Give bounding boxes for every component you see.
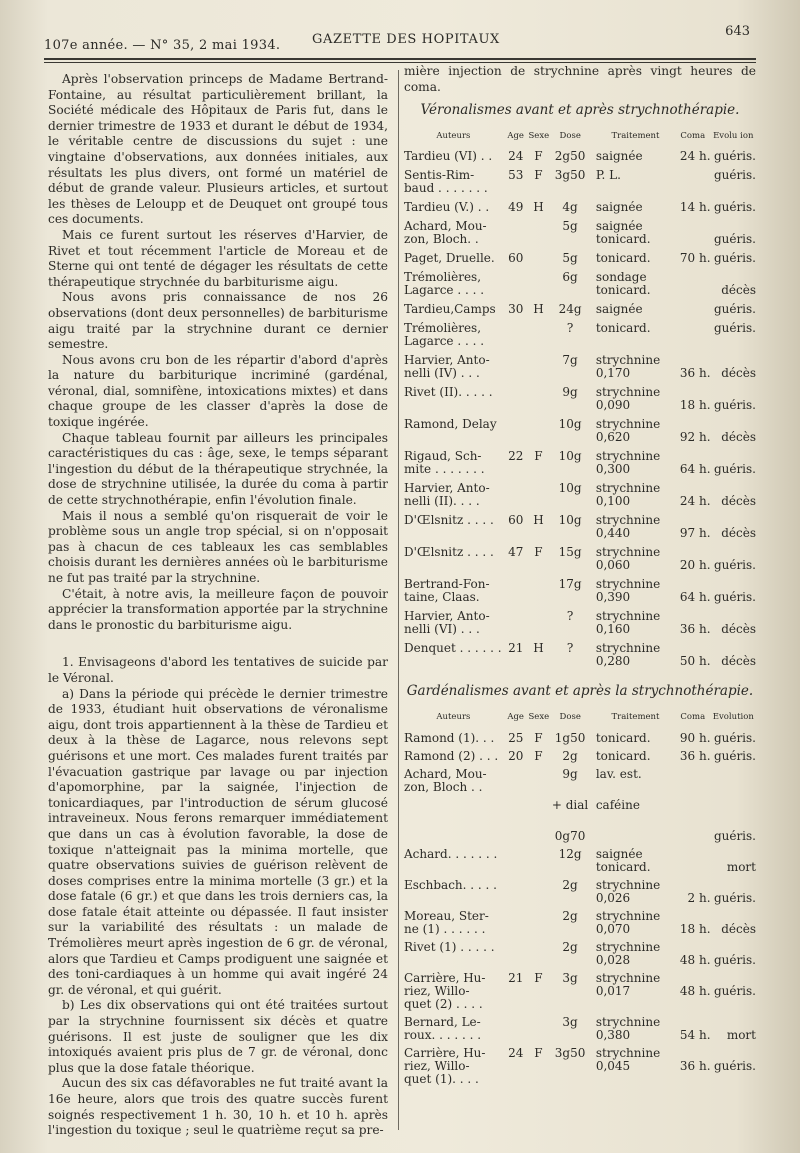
table-row (404, 482, 756, 508)
cell-coma: 70 h. (679, 251, 711, 266)
cell-sexe: H (533, 513, 544, 528)
cell-dose: 3g (562, 970, 578, 985)
cell-auteur: Sentis-Rim- baud . . . . . . . (404, 168, 488, 196)
cell-evolution: décès (721, 366, 756, 381)
cell-auteur: Denquet . . . . . . (404, 641, 502, 656)
cell-sexe: F (534, 1045, 543, 1060)
left-column (48, 72, 388, 1139)
paragraph: Mais il nous a semblé qu'on risquerait de voir le problème sous un angle trop spécial, si on n'opposait pas à chacun de ces tableaux les cas semblables choisis durant les dernières années où le barbiturisme ne fut pas traité par la strychnine. (48, 508, 388, 585)
cell-coma (675, 169, 711, 195)
cell-sexe (529, 252, 549, 265)
cell-auteur: Carrière, Hu- riez, Willo- quet (1). . . . (404, 1045, 486, 1086)
cell-traitement: lav. est. (595, 766, 642, 781)
cell-dose: ? (566, 641, 574, 656)
table-row (404, 271, 756, 297)
table-row (404, 848, 756, 874)
paragraph: Aucun des six cas défavorables ne fut traité avant la 16e heure, alors que trois des quatre succès furent soignés respectivement 1 h. 30, 10 h. et 10 h. après l'ingestion du toxique ; seul le quatrième reçut sa pre- (48, 1076, 388, 1138)
cell-traitement: strychnine 0,070 (595, 908, 661, 936)
cell-age (503, 799, 529, 825)
cell-traitement: tonicard. (595, 251, 651, 266)
page-header (44, 24, 756, 56)
cell-dose: 2g (562, 748, 578, 763)
table-row (404, 201, 756, 214)
cell-evolution: décès (721, 526, 756, 541)
cell-coma: 48 h. (679, 983, 711, 998)
cell-age (503, 386, 529, 412)
cell-traitement: strychnine 0,390 (595, 577, 661, 605)
cell-coma: 2 h. (687, 890, 711, 905)
cell-age: 60 (508, 251, 524, 266)
table-veronal-body (404, 150, 756, 668)
cell-evolution: mort (726, 859, 756, 874)
table-row (404, 578, 756, 604)
table-gardenal-header (404, 710, 756, 726)
cell-age: 21 (508, 970, 524, 985)
cell-coma (675, 303, 711, 316)
cell-evolution: décès (721, 430, 756, 445)
cell-age: 53 (508, 168, 524, 183)
table-row (404, 450, 756, 476)
table-row (404, 1047, 756, 1086)
cell-coma: 92 h. (679, 430, 711, 445)
cell-auteur: Ramond, Delay (404, 417, 497, 432)
cell-sexe (529, 386, 549, 412)
cell-dose: 7g (562, 353, 578, 368)
page-number: 643 (725, 24, 750, 39)
table-row (404, 514, 756, 540)
paragraph: a) Dans la période qui précède le dernier trimestre de 1933, étudiant huit observations de véronalisme aigu, dont trois appartiennent à la thèse de Tardieu et deux à la thèse de Lagarce, nous relevons sept guérisons et une mort. Ces malades furent traités par l'évacuation gastrique par lavage ou par injection d'apomorphine, par la saignée, l'injection de tonicardiaques, par l'introduction de sérum glucosé intraveineux. Nous ferons remarquer immédiatement que dans un cas à évolution favorable, la dose de toxique n'atteignait pas la minima mortelle, que quatre observations suivies de guérison relèvent de doses comprises entre la minima mortelle (3 gr.) et la dose fatale (6 gr.) et que dans les trois derniers cas, la dose fatale était atteinte ou dépassée. Il faut insister sur la variabilité des résultats : un malade de Trémolières meurt après ingestion de 6 gr. de véronal, alors que Tardieu et Camps prodiguent une saignée et des toni-cardiaques à un homme qui avait ingéré 24 gr. de véronal, et qui guérit. (48, 686, 388, 997)
cell-coma: 54 h. (679, 1027, 711, 1042)
cell-dose: 5g (562, 251, 578, 266)
cell-auteur: Bertrand-Fon- taine, Claas. (404, 577, 490, 605)
cell-evolution: guéris. (713, 168, 756, 183)
table-row (404, 418, 756, 444)
cell-age: 30 (508, 302, 524, 317)
cell-age: 25 (508, 730, 524, 745)
table-row (404, 546, 756, 572)
cell-auteur: Trémolières, Lagarce . . . . (404, 270, 485, 298)
cell-traitement: strychnine 0,300 (595, 449, 661, 477)
cell-sexe: F (534, 748, 543, 763)
cell-sexe: F (534, 730, 543, 745)
table-row (404, 354, 756, 380)
cell-evolution: décès (721, 494, 756, 509)
cell-auteur: Bernard, Le- roux. . . . . . . (404, 1014, 482, 1042)
cell-traitement: strychnine 0,090 (595, 385, 661, 413)
cell-evolution: guéris. (713, 200, 756, 215)
cell-sexe (529, 578, 549, 604)
col-header-coma: Coma (680, 711, 706, 722)
cell-coma (675, 848, 711, 874)
table-row (404, 799, 756, 825)
cell-dose: 1g50 (554, 730, 586, 745)
cell-sexe (529, 879, 549, 905)
table-row (404, 642, 756, 668)
cell-auteur: Ramond (2) . . . (404, 748, 499, 763)
col-header-auteurs: Auteurs (436, 711, 471, 722)
cell-age (503, 482, 529, 508)
cell-age (503, 418, 529, 444)
cell-auteur: Rigaud, Sch- mite . . . . . . . (404, 449, 485, 477)
cell-coma: 20 h. (679, 558, 711, 573)
cell-age: 47 (508, 545, 524, 560)
journal-title: GAZETTE DES HOPITAUX (312, 32, 500, 47)
cell-sexe (529, 848, 549, 874)
cell-sexe (529, 482, 549, 508)
cell-age (503, 610, 529, 636)
cell-auteur: Harvier, Anto- nelli (VI) . . . (404, 609, 490, 637)
table-row (404, 1016, 756, 1042)
cell-coma: 36 h. (679, 748, 711, 763)
cell-traitement: strychnine 0,280 (595, 641, 661, 669)
cell-traitement: strychnine 0,045 (595, 1045, 661, 1073)
cell-coma (675, 322, 711, 348)
cell-evolution: guéris. (713, 890, 756, 905)
cell-coma: 64 h. (679, 590, 711, 605)
cell-dose: 12g (558, 846, 582, 861)
cell-sexe (529, 322, 549, 348)
cell-sexe (529, 220, 549, 246)
cell-dose: + dial (551, 797, 589, 812)
cell-traitement: caféine (595, 797, 640, 812)
cell-auteur: Carrière, Hu- riez, Willo- quet (2) . . . . (404, 970, 486, 1011)
cell-evolution: guéris. (713, 462, 756, 477)
cell-auteur: Rivet (II). . . . . (404, 385, 493, 400)
cell-age: 20 (508, 748, 524, 763)
table-row (404, 732, 756, 745)
cell-traitement: strychnine 0,380 (595, 1014, 661, 1042)
table-row (404, 150, 756, 163)
table-row (404, 879, 756, 905)
cell-coma: 24 h. (679, 149, 711, 164)
cell-auteur: Rivet (1) . . . . . (404, 939, 495, 954)
cell-age (503, 1016, 529, 1042)
cell-auteur: Tardieu (V.) . . (404, 200, 490, 215)
cell-dose: 10g (558, 513, 582, 528)
cell-evolution: décès (721, 622, 756, 637)
col-header-dose: Dose (559, 130, 581, 141)
cell-age (503, 220, 529, 246)
cell-coma: 36 h. (679, 1058, 711, 1073)
cell-traitement: strychnine 0,060 (595, 545, 661, 573)
cell-dose: 24g (558, 302, 582, 317)
cell-sexe (529, 418, 549, 444)
cell-age: 21 (508, 641, 524, 656)
cell-age (503, 910, 529, 936)
table-row (404, 169, 756, 195)
cell-dose: 17g (558, 577, 582, 592)
cell-age (503, 354, 529, 380)
table-gardenal-body (404, 732, 756, 1086)
col-header-sexe: Sexe (528, 711, 550, 722)
cell-evolution: mort (726, 1027, 756, 1042)
cell-dose: 10g (558, 449, 582, 464)
cell-age (503, 768, 529, 794)
cell-coma (675, 799, 711, 825)
cell-coma: 18 h. (679, 398, 711, 413)
table-row (404, 252, 756, 265)
cell-age (503, 322, 529, 348)
paragraph: Mais ce furent surtout les réserves d'Harvier, de Rivet et tout récemment l'article de Moreau et de Sterne qui ont tenté de dégager les résultats de cette thérapeutique strychnée du barbiturisme aigu. (48, 227, 388, 289)
table-row (404, 386, 756, 412)
cell-auteur: Ramond (1). . . (404, 730, 495, 745)
cell-evolution: guéris. (713, 232, 756, 247)
cell-age (503, 848, 529, 874)
cell-auteur (404, 830, 503, 843)
table-row (404, 910, 756, 936)
cell-traitement: strychnine 0,100 (595, 481, 661, 509)
cell-traitement: saignée (595, 200, 643, 215)
cell-evolution: guéris. (713, 302, 756, 317)
cell-dose: 3g50 (554, 168, 586, 183)
cell-evolution: guéris. (713, 1058, 756, 1073)
col-header-coma: Coma (680, 130, 706, 141)
cell-traitement: P. L. (595, 168, 621, 183)
cell-evolution: décès (721, 654, 756, 669)
cell-age (503, 941, 529, 967)
cell-auteur: Trémolières, Lagarce . . . . (404, 321, 485, 349)
cell-sexe: F (534, 149, 543, 164)
cell-traitement: sondage tonicard. (595, 270, 651, 298)
cell-evolution: guéris. (713, 149, 756, 164)
cell-coma (675, 830, 711, 843)
cell-age (503, 830, 529, 843)
cell-auteur: D'Œlsnitz . . . . (404, 545, 494, 560)
header-rule-thick (44, 58, 756, 60)
cell-dose: 15g (558, 545, 582, 560)
cell-traitement: strychnine 0,026 (595, 877, 661, 905)
cell-traitement: tonicard. (595, 748, 651, 763)
table-row (404, 322, 756, 348)
cell-sexe: F (534, 449, 543, 464)
cell-sexe: H (533, 641, 544, 656)
paragraph: Après l'observation princeps de Madame Bertrand-Fontaine, au résultat particulièrement brillant, la Société médicale des Hôpitaux de Paris fut, dans le dernier trimestre de 1933 et durant le début de 1934, le véritable centre de discussions du sujet : une vingtaine d'observations, aux données initiales, aux résultats les plus divers, ont formé un matériel de début de grande valeur. Plusieurs articles, et surtout les thèses de Leloupp et de Deuquet ont groupé tous ces documents. (48, 72, 388, 227)
cell-age (503, 879, 529, 905)
cell-sexe: F (534, 168, 543, 183)
cell-evolution: guéris. (713, 828, 756, 843)
cell-dose: 0g70 (554, 828, 586, 843)
cell-dose: 6g (562, 270, 578, 285)
cell-auteur: Moreau, Ster- ne (1) . . . . . . (404, 908, 489, 936)
cell-sexe (529, 941, 549, 967)
cell-coma (675, 220, 711, 246)
paragraph: Chaque tableau fournit par ailleurs les principales caractéristiques du cas : âge, sexe, le temps séparant l'ingestion du début de la thérapeutique strychnée, la dose de strychnine utilisée, la durée du coma à partir de cette strychnothérapie, enfin l'évolution finale. (48, 430, 388, 508)
cell-evolution: décès (721, 921, 756, 936)
cell-coma: 24 h. (679, 494, 711, 509)
cell-age: 60 (508, 513, 524, 528)
cell-auteur: Paget, Druelle. (404, 251, 495, 266)
cell-age: 22 (508, 449, 524, 464)
cell-evolution: guéris. (713, 983, 756, 998)
cell-evolution: décès (721, 283, 756, 298)
cell-auteur: Harvier, Anto- nelli (II). . . . (404, 481, 490, 509)
cell-traitement: tonicard. (595, 730, 651, 745)
cell-evolution (711, 768, 756, 794)
col-header-traitement: Traitement (611, 711, 660, 722)
cell-dose: 3g50 (554, 1045, 586, 1060)
cell-evolution: guéris. (713, 730, 756, 745)
cell-auteur: Achard, Mou- zon, Bloch . . (404, 766, 487, 794)
cell-sexe (529, 830, 549, 843)
col-header-age: Age (507, 711, 524, 722)
cell-evolution: guéris. (713, 952, 756, 967)
col-header-auteurs: Auteurs (436, 130, 471, 141)
col-header-dose: Dose (559, 711, 581, 722)
table-row (404, 830, 756, 843)
header-rule-thin (44, 62, 756, 63)
cell-dose: 4g (562, 200, 578, 215)
table-row (404, 972, 756, 1011)
cell-auteur: Harvier, Anto- nelli (IV) . . . (404, 353, 490, 381)
cell-dose: 5g (562, 219, 578, 234)
table-veronal-header (404, 129, 756, 145)
table-row (404, 303, 756, 316)
section-heading: 1. Envisageons d'abord les tentatives de suicide par le Véronal. (48, 655, 388, 685)
cell-evolution: guéris. (713, 590, 756, 605)
cell-age (503, 578, 529, 604)
cell-age: 24 (508, 149, 524, 164)
cell-traitement (592, 830, 675, 843)
cell-age: 49 (508, 200, 524, 215)
issue-info: 107e année. — N° 35, 2 mai 1934. (44, 38, 281, 53)
cell-traitement: saignée tonicard. (595, 219, 651, 247)
table-row (404, 768, 756, 794)
cell-age: 24 (508, 1045, 524, 1060)
cell-sexe (529, 610, 549, 636)
paragraph-continuation: mière injection de strychnine après vingt heures de coma. (404, 64, 756, 94)
cell-dose: 2g50 (554, 149, 586, 164)
cell-sexe: H (533, 302, 544, 317)
cell-coma: 18 h. (679, 921, 711, 936)
column-divider (398, 70, 399, 1130)
cell-sexe (529, 768, 549, 794)
cell-traitement: strychnine 0,170 (595, 353, 661, 381)
cell-dose: 10g (558, 481, 582, 496)
col-header-sexe: Sexe (528, 130, 550, 141)
cell-traitement: strychnine 0,017 (595, 970, 661, 998)
cell-auteur: Tardieu (VI) . . (404, 149, 493, 164)
cell-coma: 14 h. (679, 200, 711, 215)
cell-auteur: Achard. . . . . . . (404, 846, 498, 861)
cell-dose: 3g (562, 1014, 578, 1029)
cell-sexe (529, 799, 549, 825)
col-header-age: Age (507, 130, 524, 141)
cell-evolution: guéris. (713, 748, 756, 763)
cell-dose: 2g (562, 908, 578, 923)
col-header-evolution: Evolu ion (713, 130, 754, 141)
table-gardenal-title: Gardénalismes avant et après la strychnothérapie. (406, 683, 754, 700)
col-header-evolution: Evolution (712, 711, 754, 722)
cell-traitement: saignée (595, 302, 643, 317)
cell-coma: 90 h. (679, 730, 711, 745)
cell-dose: 9g (562, 766, 578, 781)
table-row (404, 220, 756, 246)
cell-sexe (529, 910, 549, 936)
cell-coma: 36 h. (679, 622, 711, 637)
cell-dose: 10g (558, 417, 582, 432)
cell-dose: 9g (562, 385, 578, 400)
cell-dose: 2g (562, 939, 578, 954)
cell-auteur: Eschbach. . . . . (404, 877, 497, 892)
cell-coma: 64 h. (679, 462, 711, 477)
paragraph: b) Les dix observations qui ont été traitées surtout par la strychnine fournissent six décès et quatre guérisons. Il est juste de souligner que les dix intoxiqués avaient pris plus de 7 gr. de véronal, donc plus que la dose fatale théorique. (48, 998, 388, 1075)
cell-coma: 48 h. (679, 952, 711, 967)
cell-evolution: guéris. (713, 558, 756, 573)
cell-sexe (529, 271, 549, 297)
paragraph: Nous avons cru bon de les répartir d'abord d'après la nature du barbiturique incriminé (gardénal, véronal, dial, somnifène, intoxications mixtes) et dans chaque groupe de les classer d'après la dose de toxique ingérée. (48, 352, 388, 430)
cell-evolution (711, 799, 756, 825)
table-row (404, 750, 756, 763)
cell-coma: 97 h. (679, 526, 711, 541)
cell-traitement: saignée (595, 149, 643, 164)
table-row (404, 610, 756, 636)
cell-sexe: H (533, 200, 544, 215)
cell-traitement: strychnine 0,028 (595, 939, 661, 967)
paragraph: C'était, à notre avis, la meilleure façon de pouvoir apprécier la transformation apportée par la strychnine dans le pronostic du barbiturisme aigu. (48, 586, 388, 632)
col-header-traitement: Traitement (611, 130, 660, 141)
cell-sexe: F (534, 970, 543, 985)
cell-sexe (529, 354, 549, 380)
cell-traitement: strychnine 0,440 (595, 513, 661, 541)
cell-auteur: D'Œlsnitz . . . . (404, 513, 494, 528)
cell-sexe: F (534, 545, 543, 560)
cell-traitement: tonicard. (595, 321, 651, 336)
cell-evolution: guéris. (713, 251, 756, 266)
cell-evolution: guéris. (713, 321, 756, 336)
right-column (404, 64, 756, 1091)
cell-sexe (529, 1016, 549, 1042)
cell-traitement: saignée tonicard. (595, 846, 651, 874)
cell-dose: ? (566, 609, 574, 624)
cell-auteur: Tardieu,Camps (404, 302, 496, 317)
cell-traitement: strychnine 0,160 (595, 609, 661, 637)
cell-coma: 50 h. (679, 654, 711, 669)
cell-evolution: guéris. (713, 398, 756, 413)
cell-coma (675, 271, 711, 297)
cell-dose: 2g (562, 877, 578, 892)
paragraph: Nous avons pris connaissance de nos 26 observations (dont deux personnelles) de barbiturisme aigu traité par la strychnine durant ce dernier semestre. (48, 290, 388, 352)
cell-traitement: strychnine 0,620 (595, 417, 661, 445)
cell-coma (675, 768, 711, 794)
table-veronal-title: Véronalismes avant et après strychnothérapie. (420, 102, 740, 119)
cell-dose: ? (566, 321, 574, 336)
table-row (404, 941, 756, 967)
cell-coma: 36 h. (679, 366, 711, 381)
cell-auteur: Achard, Mou- zon, Bloch. . (404, 219, 487, 247)
cell-auteur (404, 799, 503, 825)
cell-age (503, 271, 529, 297)
